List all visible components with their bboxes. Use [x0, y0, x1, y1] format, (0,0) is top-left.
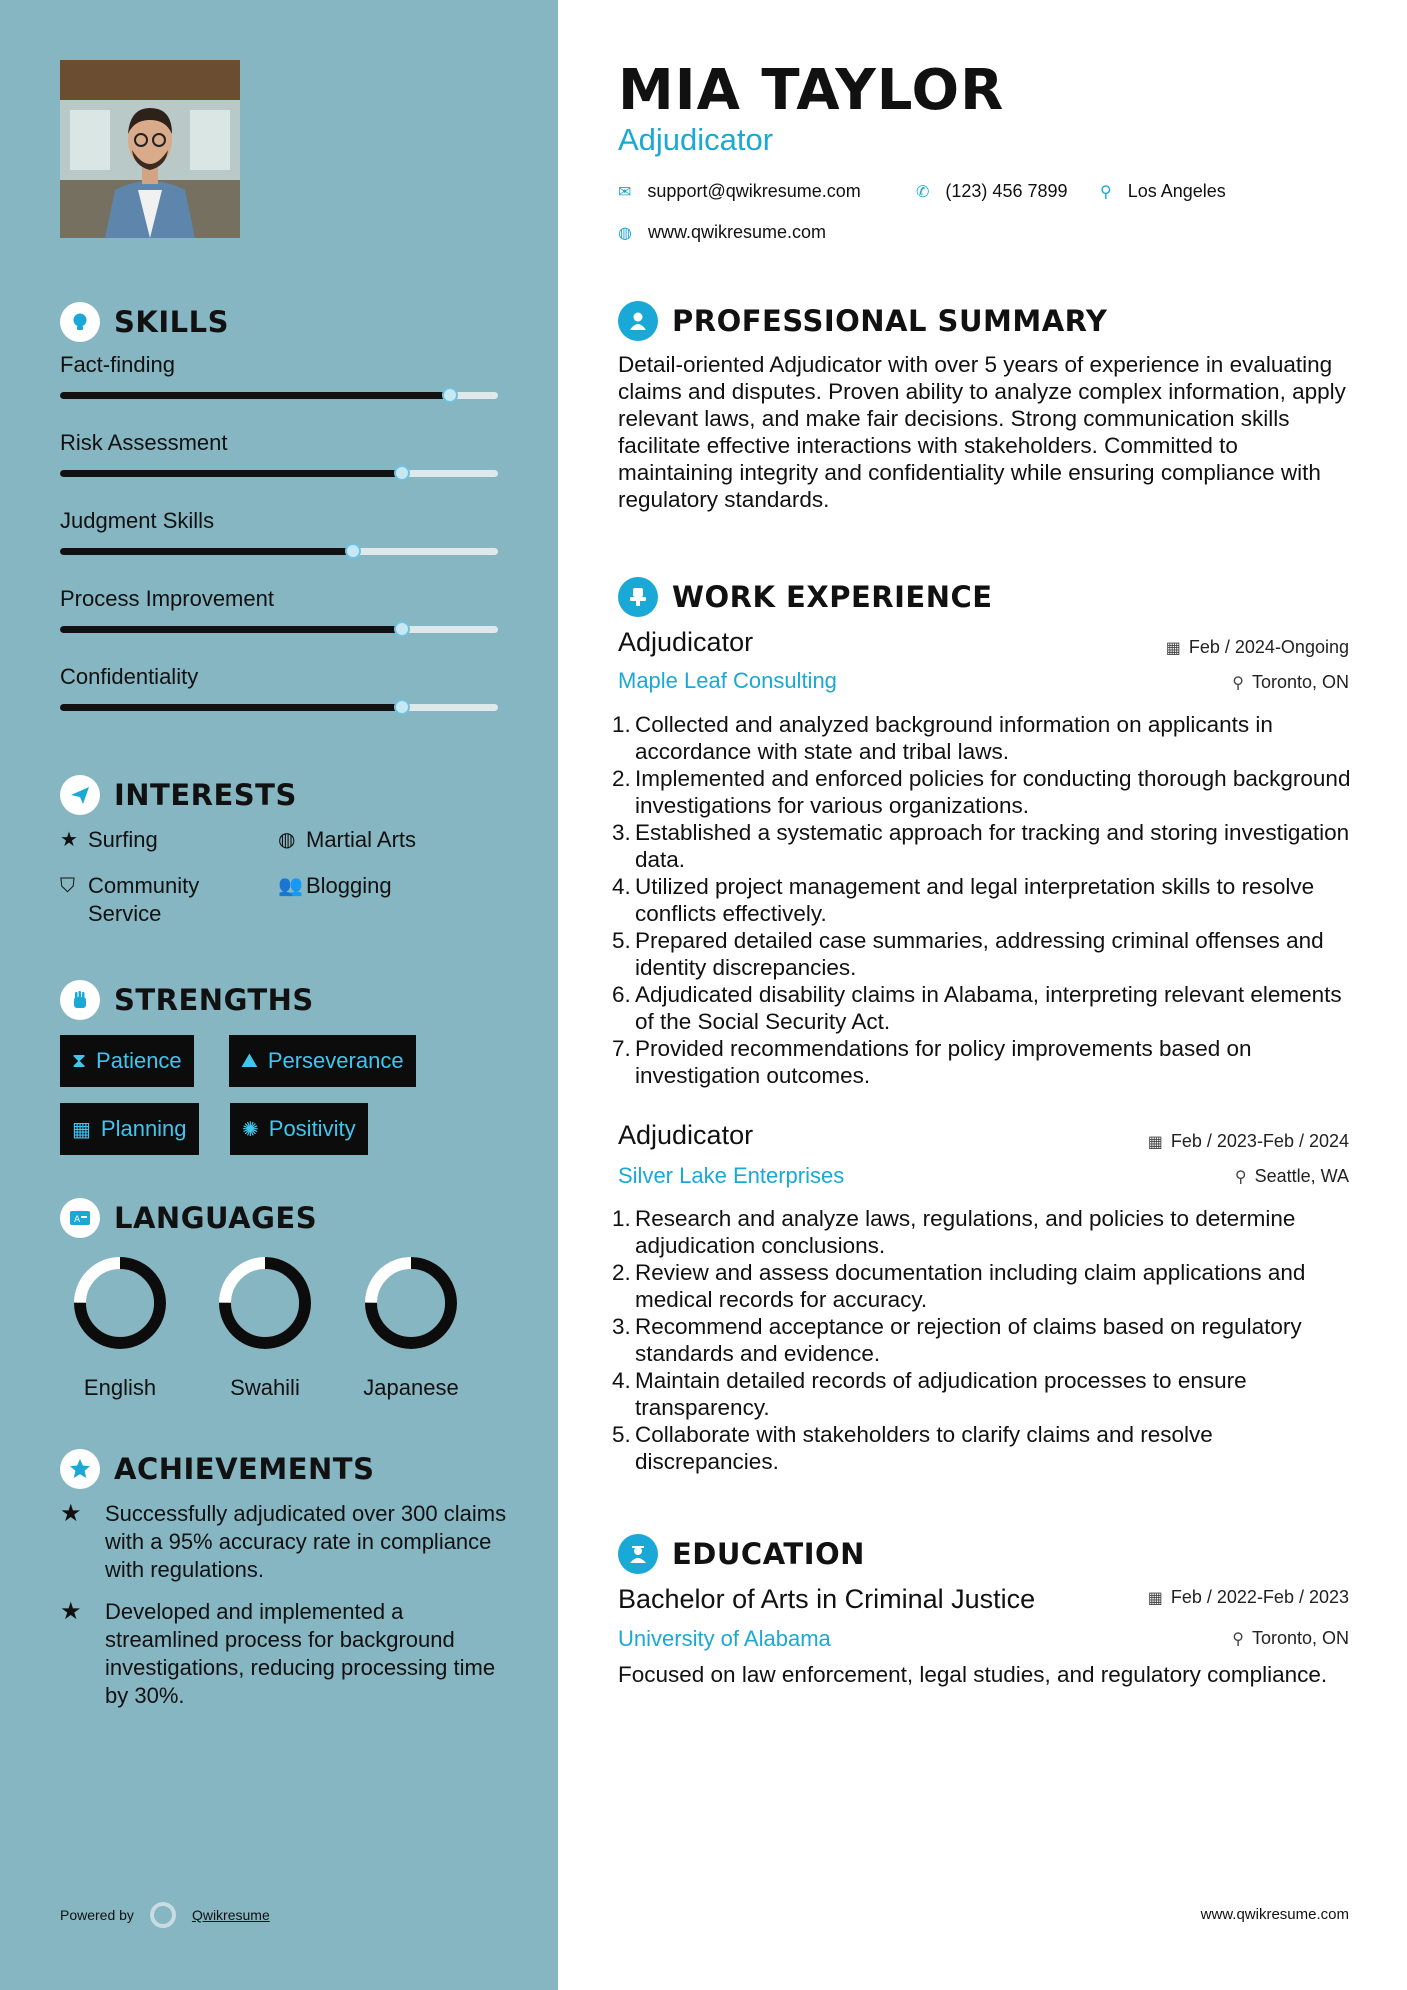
skill-item — [60, 508, 498, 534]
skill-item — [60, 586, 498, 612]
duty-text: Adjudicated disability claims in Alabama, interpreting relevant elements of the Social Security Act. — [635, 982, 1342, 1034]
calendar-icon: ▦ — [72, 1118, 91, 1141]
experience-title: WORK EXPERIENCE — [672, 580, 993, 614]
qwikresume-link[interactable]: Qwikresume — [191, 1907, 270, 1923]
list-item: 1. Collected and analyzed background information on applicants in accordance with state and tribal laws. — [612, 711, 1360, 765]
strength-label: Patience — [96, 1048, 182, 1073]
achievement-text: Successfully adjudicated over 300 claims with a 95% accuracy rate in compliance with regulations. — [105, 1501, 507, 1582]
profile-photo — [60, 60, 240, 238]
achievement-item — [60, 1598, 510, 1710]
star-badge-icon — [60, 1449, 100, 1489]
skills-title: SKILLS — [114, 305, 229, 339]
skills-section-header — [60, 302, 229, 342]
strengths-title: STRENGTHS — [114, 983, 314, 1017]
list-item: 1. Research and analyze laws, regulations, and policies to determine adjudication conclusions. — [612, 1205, 1360, 1259]
interest-label: Surfing — [88, 827, 158, 852]
strength-badge — [230, 1103, 368, 1155]
users-icon: 👥 — [278, 875, 303, 897]
globe-icon: ◍ — [618, 224, 632, 242]
list-item: 2. Implemented and enforced policies for conducting thorough background investigations for various organizations. — [612, 765, 1360, 819]
list-item: 5. Collaborate with stakeholders to clarify claims and resolve discrepancies. — [612, 1421, 1360, 1475]
job-title: Adjudicator — [618, 627, 754, 657]
degree-title: Bachelor of Arts in Criminal Justice — [618, 1584, 1036, 1614]
skill-bar-knob — [394, 621, 410, 637]
list-item: 2. Review and assess documentation including claim applications and medical records for accuracy. — [612, 1259, 1360, 1313]
globe-icon: ◍ — [278, 829, 296, 851]
list-item: 3. Established a systematic approach for tracking and storing investigation data. — [612, 819, 1360, 873]
hourglass-icon: ⧗ — [72, 1049, 87, 1072]
duty-text: Review and assess documentation including claim applications and medical records for accuracy. — [635, 1260, 1306, 1312]
interest-item — [278, 826, 416, 854]
skill-bar-knob — [394, 465, 410, 481]
skill-bar — [60, 470, 498, 477]
envelope-icon: ✉ — [618, 183, 632, 201]
skill-name: Fact-finding — [60, 352, 175, 377]
skill-bar — [60, 392, 498, 399]
job-duties-list — [612, 1205, 1360, 1475]
job-date-text: Feb / 2023-Feb / 2024 — [1170, 1131, 1349, 1151]
duty-text: Maintain detailed records of adjudication processes to ensure transparency. — [635, 1368, 1247, 1420]
strength-label: Perseverance — [267, 1048, 404, 1073]
website-text: www.qwikresume.com — [647, 222, 827, 242]
footer-website[interactable]: www.qwikresume.com — [1200, 1906, 1349, 1923]
skill-bar-fill — [60, 548, 353, 555]
list-item: 7. Provided recommendations for policy improvements based on investigation outcomes. — [612, 1035, 1360, 1089]
duty-text: Prepared detailed case summaries, addressing criminal offenses and identity discrepancies. — [635, 928, 1324, 980]
pin-icon: ⚲ — [1232, 674, 1244, 692]
language-item — [195, 1255, 335, 1401]
skill-item — [60, 430, 498, 456]
strengths-section-header — [60, 980, 314, 1020]
pin-icon: ⚲ — [1232, 1630, 1244, 1648]
calendar-icon: ▦ — [1147, 1589, 1163, 1607]
skill-name: Confidentiality — [60, 664, 199, 689]
candidate-role: Adjudicator — [618, 122, 774, 157]
interest-item — [278, 872, 392, 900]
skill-bar — [60, 548, 498, 555]
user-icon — [618, 301, 658, 341]
interest-item — [60, 826, 158, 854]
job-date-text: Feb / 2024-Ongoing — [1188, 637, 1349, 657]
education-title: EDUCATION — [672, 1537, 865, 1571]
school-name: University of Alabama — [618, 1626, 831, 1651]
job-location-text: Toronto, ON — [1251, 672, 1349, 692]
skill-bar-fill — [60, 704, 402, 711]
paper-plane-icon — [60, 775, 100, 815]
education-date-text: Feb / 2022-Feb / 2023 — [1170, 1587, 1349, 1607]
language-icon — [60, 1198, 100, 1238]
briefcase-icon — [618, 577, 658, 617]
list-item: 4. Maintain detailed records of adjudication processes to ensure transparency. — [612, 1367, 1360, 1421]
shooting-star-icon: ★ — [60, 1500, 82, 1527]
education-date — [1148, 1587, 1349, 1608]
skill-bar — [60, 626, 498, 633]
strength-badge — [60, 1035, 194, 1087]
language-ring — [72, 1255, 168, 1351]
candidate-name: MIA TAYLOR — [618, 58, 1005, 123]
duty-text: Utilized project management and legal interpretation skills to resolve conflicts effectively. — [635, 874, 1315, 926]
contact-phone[interactable] — [916, 181, 1068, 202]
interest-label: Martial Arts — [306, 827, 417, 852]
skill-bar-knob — [394, 699, 410, 715]
duty-text: Collected and analyzed background information on applicants in accordance with state and tribal laws. — [635, 712, 1273, 764]
list-item: 6. Adjudicated disability claims in Alabama, interpreting relevant elements of the Social Security Act. — [612, 981, 1360, 1035]
interests-title: INTERESTS — [114, 778, 297, 812]
list-item: 5. Prepared detailed case summaries, addressing criminal offenses and identity discrepancies. — [612, 927, 1360, 981]
skill-bar — [60, 704, 498, 711]
skill-bar-fill — [60, 470, 402, 477]
summary-title: PROFESSIONAL SUMMARY — [672, 304, 1108, 338]
calendar-icon: ▦ — [1147, 1133, 1163, 1151]
job-location — [1235, 1166, 1349, 1187]
strength-label: Planning — [100, 1116, 187, 1141]
skill-name: Judgment Skills — [60, 508, 215, 533]
email-text: support@qwikresume.com — [647, 181, 861, 201]
strength-badge — [60, 1103, 199, 1155]
strength-badge — [229, 1035, 416, 1087]
language-item — [341, 1255, 481, 1401]
language-ring — [363, 1255, 459, 1351]
phone-text: (123) 456 7899 — [945, 181, 1068, 201]
lightbulb-icon — [60, 302, 100, 342]
duty-text: Provided recommendations for policy improvements based on investigation outcomes. — [635, 1036, 1252, 1088]
shooting-star-icon: ★ — [60, 1598, 82, 1625]
job-company: Silver Lake Enterprises — [618, 1163, 845, 1188]
job-location-text: Seattle, WA — [1254, 1166, 1349, 1186]
achievement-text: Developed and implemented a streamlined process for background investigations, reducing processing time by 30%. — [105, 1599, 496, 1708]
job-location — [1232, 672, 1349, 693]
job-duties-list — [612, 711, 1360, 1089]
education-location-text: Toronto, ON — [1251, 1628, 1349, 1648]
strength-label: Positivity — [268, 1116, 356, 1141]
language-name: English — [83, 1375, 157, 1400]
map-marker-icon: ⚲ — [1100, 183, 1112, 201]
skill-bar-fill — [60, 626, 402, 633]
duty-text: Research and analyze laws, regulations, and policies to determine adjudication conclusions. — [635, 1206, 1296, 1258]
contact-location — [1100, 181, 1226, 202]
language-item — [50, 1255, 190, 1401]
contact-email[interactable] — [618, 181, 861, 202]
skill-bar-fill — [60, 392, 450, 399]
skill-name: Process Improvement — [60, 586, 274, 611]
duty-text: Recommend acceptance or rejection of claims based on regulatory standards and evidence. — [635, 1314, 1302, 1366]
powered-by — [60, 1902, 270, 1928]
skill-item — [60, 664, 498, 690]
skill-bar-knob — [442, 387, 458, 403]
list-item: 4. Utilized project management and legal interpretation skills to resolve conflicts effectively. — [612, 873, 1360, 927]
svg-text:A: A — [74, 1215, 81, 1225]
profile-photo-image — [60, 60, 240, 238]
job-company: Maple Leaf Consulting — [618, 668, 837, 693]
list-item: 3. Recommend acceptance or rejection of claims based on regulatory standards and evidence. — [612, 1313, 1360, 1367]
education-description: Focused on law enforcement, legal studies, and regulatory compliance. — [618, 1662, 1328, 1687]
calendar-icon: ▦ — [1165, 639, 1181, 657]
experience-section-header — [618, 577, 993, 617]
achievements-section-header — [60, 1449, 374, 1489]
languages-title: LANGUAGES — [114, 1201, 318, 1235]
location-text: Los Angeles — [1127, 181, 1226, 201]
languages-section-header — [60, 1198, 317, 1238]
interest-item — [60, 872, 260, 928]
job-title: Adjudicator — [618, 1120, 754, 1150]
shield-icon: ⛉ — [60, 875, 75, 897]
sidebar — [0, 0, 558, 1990]
skill-name: Risk Assessment — [60, 430, 228, 455]
summary-text: Detail-oriented Adjudicator with over 5 years of experience in evaluating claims and disputes. Proven ability to analyze complex information, apply relevant laws, and make fair decisions. Strong communication skills facilitate effective interactions with stakeholders. Committed to maintaining integrity and confidentiality while ensuring compliance with regulatory standards. — [618, 352, 1346, 512]
language-name: Swahili — [230, 1375, 300, 1400]
interest-label: Blogging — [306, 873, 392, 898]
achievement-item — [60, 1500, 510, 1584]
skill-item — [60, 352, 498, 378]
star-icon: ★ — [60, 829, 78, 851]
hand-icon — [60, 980, 100, 1020]
pin-icon: ⚲ — [1234, 1168, 1247, 1186]
sun-icon: ✺ — [242, 1118, 259, 1141]
powered-by-label: Powered by — [60, 1907, 134, 1923]
summary-section-header — [618, 301, 1107, 341]
graduate-icon — [618, 1534, 658, 1574]
contact-website[interactable] — [618, 222, 826, 243]
phone-icon: ✆ — [916, 183, 930, 201]
achievements-title: ACHIEVEMENTS — [114, 1452, 375, 1486]
job-date — [1166, 637, 1349, 658]
job-date — [1148, 1131, 1349, 1152]
skill-bar-knob — [345, 543, 361, 559]
qwikresume-logo-icon — [150, 1902, 176, 1928]
duty-text: Collaborate with stakeholders to clarify claims and resolve discrepancies. — [635, 1422, 1213, 1474]
interests-section-header — [60, 775, 297, 815]
education-section-header — [618, 1534, 865, 1574]
language-ring — [217, 1255, 313, 1351]
duty-text: Implemented and enforced policies for conducting thorough background investigations for various organizations. — [635, 766, 1351, 818]
interest-label: Community Service — [88, 873, 200, 926]
education-location — [1232, 1628, 1349, 1649]
duty-text: Established a systematic approach for tracking and storing investigation data. — [635, 820, 1350, 872]
language-name: Japanese — [363, 1375, 459, 1400]
road-icon: ⛰ — [241, 1049, 258, 1072]
